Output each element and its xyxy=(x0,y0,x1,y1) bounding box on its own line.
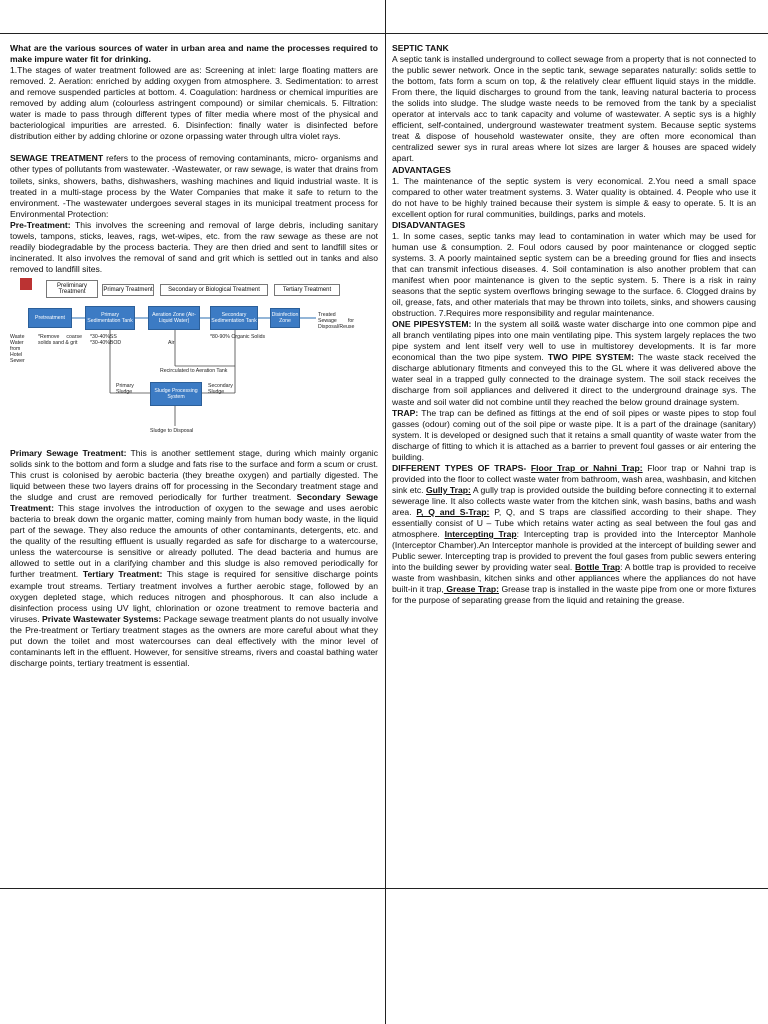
label-disposal: Sludge to Disposal xyxy=(150,427,194,434)
left-column xyxy=(10,43,378,669)
pipe-systems-paragraph: ONE PIPESYSTEM: In the system all soil& waste water discharge into one common pipe and all branch ventilating pipes into one main ventilating pipe. This system largely replaces the two pipe system and lent itself very well to use in multistorey developments. It is far more economical than the two pipe system. TWO PIPE SYSTEM: The waste stack received the discharge ablutionary fitments and conveyed this to the GL where it was delivered above the water seal in a trapped gully connected to the drainage system. The soil stack receives the discharge from soil appliances and delivered it direct to the underground drainage sys. The waste and soil water did not combine until they reached the below ground drainage system. xyxy=(392,319,756,407)
septic-paragraph: A septic tank is installed underground to collect sewage from a property that is not connected to the public sewer network. Once in the septic tank, sewage separates naturally: solids settle to the bottom, fats form a scum on top, & the relatively clear effluent liquid stays in the middle. From there, the liquid discharges to ground from the tank, leaving natural bacteria to process the solids into sludge. The sludge waste needs to be removed from the tank by a specialist operator at intervals acc to tank capacity and volume of wastewater. A septic sys is a highly efficient, self-contained, underground wastewater treatment system. Because septic systems treat & dispose of household wastewater onsite, they are often more economical than centralized sewer sys in rural areas where lot sizes are larger & houses are spaced widely apart. xyxy=(392,54,756,164)
label-secondary-sludge: Secondary Sludge xyxy=(208,382,233,395)
label-treated: Treated Sewage for Disposal/Reuse xyxy=(318,311,355,330)
sewage-treatment-paragraph: SEWAGE TREATMENT refers to the process of removing contaminants, micro- organisms and other types of pollutants from wastewater. -Wastewater, or raw sewage, is water that drains from toilets, sinks, showers, baths, dishwashers, washing machines and liquid industrial waste. It is treated in a multi-stage process by the Water Companies that make it safe to return to the environment. -The wastewater undergoes several stages in its municipal treatment process for Environmental Protection: xyxy=(10,153,378,219)
septic-title: SEPTIC TANK xyxy=(392,43,449,53)
stage-secondary: Secondary or Biological Treatment xyxy=(160,284,268,296)
label-primary-sludge: Primary Sludge xyxy=(116,382,134,395)
box-pretreatment: Pretreatment xyxy=(28,308,72,328)
top-border xyxy=(0,33,768,34)
disadvantages-paragraph: 1. In some cases, septic tanks may lead to contamination in water which may be used for human use & consumption. 2. Foul odors caused by poor maintenance or clogged septic systems. 3. A poorly maintained septic system can be a breeding ground for flies and insects that can transmit infectious diseases. 4. Soil contamination is also another problem that can manifest when poor maintenance is given to the septic system. 5. There is a risk in rainy seasons that the septic system overflows bringing sewage to the surface. 6. Clogged drains by oil, grease, fats, and other materials that may be thrown into toilets, sinks, and showers causing obstruction. 7.Requires more responsibility and regular maintenance. xyxy=(392,230,756,319)
treatment-stages-paragraph: Primary Sewage Treatment: This is another settlement stage, during which mainly organic solids sink to the bottom and form a sludge and fats rise to the surface and form a scum or crust. This crust is colonised by aerobic bacteria (they breathe oxygen) and partially digested. The liquid between these two layers drains off for processing in the Secondary treatment stage and the sludge and crust are removed periodically for further treatment. Secondary Sewage Treatment: This stage involves the introduction of oxygen to the sewage and uses aerobic bacteria to break down the organic matter, coming mainly from human body waste, in the liquid part of the sewage. They also reduce the amounts of other contaminants, detergents, etc. and the quality of the resulting effluent is usually regarded as safe for discharge to a watercourse, unless the watercourse is sensitive or already polluted. The dead bacteria and humus are allowed to settle out in a clarifying chamber and this sludge is also removed periodically for further treatment. Tertiary Treatment: This stage is required for sensitive discharge points example trout streams. Tertiary treatment involves a further aerobic stage, followed by an oxygen depleted stage, which reduces nitrogen and phosphorous. It can also include a disinfection process using UV light, chlorination or ozone treatment to remove bacteria and viruses. Private Wastewater Systems: Package sewage treatment plants do not usually involve the Pre-treatment or Tertiary treatment stages as the owners are more careful about what they put down the toilet and most watercourses can deal effectively with the minor level of contaminants left in the effluent. However, for sensitive streams, rivers and coastal bathing water discharge points, tertiary treatment is essential. xyxy=(10,447,379,668)
factory-icon xyxy=(20,278,32,290)
box-primary-tank: Primary Sedimentation Tank xyxy=(85,306,135,330)
column-divider xyxy=(385,0,386,1024)
label-recirculated: Recirculated to Aeration Tank xyxy=(160,367,228,374)
advantages-paragraph: 1. The maintenance of the septic system is very economical. 2.You need a small space compared to other water treatment systems. 3. Water quality is obtained. 4. People who use it do not have to be highly trained because their system is simple & easy to operate. 5. It is an excellent option for rural communities, buildings, parks and motels. xyxy=(392,175,756,219)
label-remove: *Remove coarse solids sand & grit xyxy=(38,333,82,346)
box-disinfection: Disinfection Zone xyxy=(270,308,300,328)
box-sludge: Sludge Processing System xyxy=(150,382,202,406)
box-aeration: Aeration Zone (Air-Liquid Water) xyxy=(148,306,200,330)
label-air: Air xyxy=(168,339,175,346)
label-waste-water: Waste Water from Hotel Sewer xyxy=(10,333,25,364)
stage-primary: Primary Treatment xyxy=(102,284,154,296)
box-secondary-tank: Secondary Sedimentation Tank xyxy=(210,306,258,330)
stage-tertiary: Tertiary Treatment xyxy=(274,284,340,296)
disadvantages-title: DISADVANTAGES xyxy=(392,219,466,230)
sewage-treatment-diagram xyxy=(10,278,378,446)
question-title: What are the various sources of water in urban area and name the processes required to make impure water fit for drinking. xyxy=(10,43,378,65)
trap-paragraph: TRAP: The trap can be defined as fittings at the end of soil pipes or waste pipes to stop foul gasses (odour) coming out of the soil pipe or waste pipe. It is a part of the drainage (sanitary) system. It is developed or designed such that it retains a small quantity of waste water from the discharge of fitting to which it is attached as a barrier to prevent foul gasses or air entering the building. xyxy=(392,407,756,462)
stage-preliminary: Preliminary Treatment xyxy=(46,280,98,298)
diagram-arrows xyxy=(10,278,378,446)
water-treatment-steps: 1.The stages of water treatment followed are as: Screening at inlet: large floating matters are removed. 2. Aeration: enriched by adding oxygen from atmosphere. 3. Sedimentation: to arrest and remove suspended particles at bottom. 4. Coagulation: hardness or chemical impurities are removed by adding alum (colourless astringent compound) or similar chemicals. 5. Filtration: water is made to pass through different types of filter media where most of the physical and bacteriological impurities are arrested. 6. Disinfection: finally water is disinfected before distribution either by adding chlorine or ozone orpassing water through ultra violet rays. xyxy=(10,65,378,142)
trap-types-paragraph: DIFFERENT TYPES OF TRAPS- Floor Trap or Nahni Trap: Floor trap or Nahni trap is provided into the floor to collect waste water from bathroom, wash area, washbasin, and kitchen sink etc. Gully Trap: A gully trap is provided outside the building before connecting it to external sewerage line. It also collects waste water from the kitchen sink, wash basins, baths and wash area. P, Q and S-Trap: P, Q, and S traps are classified according to their shape. They essentially consist of U – Tube which retains water acting as seal between the foul gas and atmosphere. Intercepting Trap: Intercepting trap is provided into the Interceptor Manhole (Interceptor Chamber).An Interceptor manhole is provided at the intercept of building sewer and Public sewer. Intercepting trap is provided to prevent the foul gases from public sewers entering into the building sewer by providing water seal. Bottle Trap: A bottle trap is provided to receive waste from washbasin, kitchen sinks and other appliances where the appliances do not have built-in it trap, Grease Trap: Grease trap is installed in the waste pipe from one or more fixtures for the purpose of separating grease from the liquid and retaining the grease. xyxy=(392,462,757,606)
pre-treatment-paragraph: Pre-Treatment: This involves the screening and removal of large debris, including sanitary towels, tampons, sticks, leaves, rags, wet-wipes, etc. from the raw sewage as these are not readily biodegradable by the process bacteria. They are then dried and sent to landfill sites or incinerated. It also involves the removal of sand and grit which is settled out in tanks and also removed to landfill sites. xyxy=(10,219,378,274)
label-bod: *30-40%SS *30-40%BOD xyxy=(90,333,122,346)
label-organic: *80-90% Organic Solids xyxy=(210,333,266,340)
bottom-border xyxy=(0,888,768,889)
right-column xyxy=(392,43,756,606)
advantages-title: ADVANTAGES xyxy=(392,164,451,175)
